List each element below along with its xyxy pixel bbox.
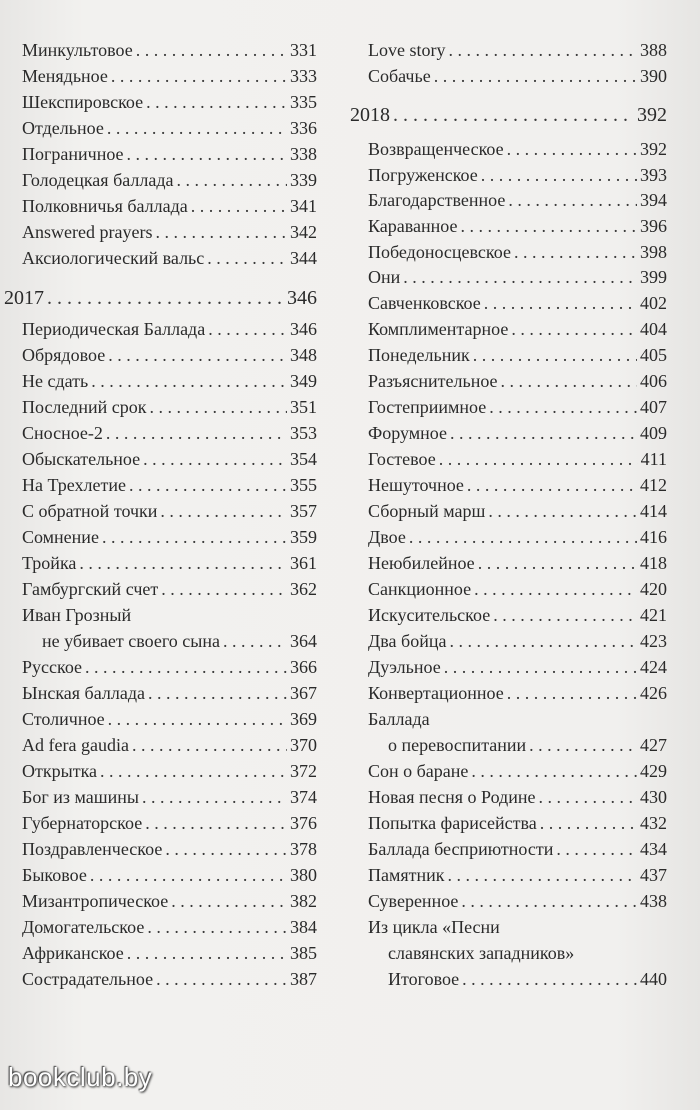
toc-entry bbox=[22, 472, 317, 498]
leader-dots bbox=[111, 63, 287, 89]
toc-entry bbox=[22, 732, 317, 758]
entry-page: 351 bbox=[290, 397, 317, 417]
toc-entry bbox=[368, 264, 667, 290]
leader-dots bbox=[493, 602, 637, 628]
toc-entry bbox=[22, 167, 317, 193]
leader-dots bbox=[191, 193, 287, 219]
toc-entry bbox=[368, 187, 667, 213]
entry-page: 333 bbox=[290, 66, 317, 86]
entry-page: 424 bbox=[640, 657, 667, 677]
entry-page: 348 bbox=[290, 345, 317, 365]
entry-title: Минкультовое bbox=[22, 40, 133, 60]
leader-dots bbox=[223, 628, 287, 654]
toc-entry bbox=[368, 680, 667, 706]
leader-dots bbox=[47, 285, 284, 311]
toc-entry bbox=[368, 524, 667, 550]
leader-dots bbox=[508, 187, 637, 213]
toc-entry bbox=[368, 758, 667, 784]
entry-page: 438 bbox=[640, 891, 667, 911]
entry-page: 423 bbox=[640, 631, 667, 651]
toc-entry bbox=[22, 524, 317, 550]
toc-entry bbox=[368, 654, 667, 680]
entry-title: Периодическая Баллада bbox=[22, 319, 206, 339]
toc-entry bbox=[368, 394, 667, 420]
entry-title: Разъяснительное bbox=[368, 371, 498, 391]
toc-entry bbox=[368, 316, 667, 342]
year-heading-2017 bbox=[4, 285, 317, 311]
leader-dots bbox=[90, 862, 287, 888]
entry-page: 355 bbox=[290, 475, 317, 495]
leader-dots bbox=[488, 498, 637, 524]
toc-entry bbox=[368, 136, 667, 162]
leader-dots bbox=[136, 37, 287, 63]
entry-page: 409 bbox=[640, 423, 667, 443]
entry-title: Победоносцевское bbox=[368, 242, 511, 262]
leader-dots bbox=[409, 524, 637, 550]
toc-entry bbox=[22, 940, 317, 966]
entry-page: 344 bbox=[290, 248, 317, 268]
toc-entry bbox=[368, 602, 667, 628]
entry-page: 364 bbox=[290, 631, 317, 651]
entry-page: 440 bbox=[640, 969, 667, 989]
toc-entry bbox=[22, 316, 317, 342]
toc-entry bbox=[368, 213, 667, 239]
year-title: 2017 bbox=[4, 287, 44, 309]
entry-title: Африканское bbox=[22, 943, 124, 963]
leader-dots bbox=[473, 342, 637, 368]
leader-dots bbox=[403, 264, 637, 290]
entry-title: Быковое bbox=[22, 865, 87, 885]
entry-page: 385 bbox=[290, 943, 317, 963]
leader-dots bbox=[462, 966, 637, 992]
leader-dots bbox=[91, 368, 287, 394]
entry-page: 372 bbox=[290, 761, 317, 781]
entry-page: 336 bbox=[290, 118, 317, 138]
entry-title: Понедельник bbox=[368, 345, 470, 365]
entry-title: Мизантропическое bbox=[22, 891, 169, 911]
entry-page: 387 bbox=[290, 969, 317, 989]
entry-title-line1: Баллада bbox=[368, 709, 430, 729]
entry-page: 378 bbox=[290, 839, 317, 859]
entry-page: 362 bbox=[290, 579, 317, 599]
entry-page: 416 bbox=[640, 527, 667, 547]
entry-page: 376 bbox=[290, 813, 317, 833]
leader-dots bbox=[449, 628, 637, 654]
toc-entry bbox=[22, 550, 317, 576]
entry-page: 426 bbox=[640, 683, 667, 703]
entry-title: Новая песня о Родине bbox=[368, 787, 536, 807]
leader-dots bbox=[127, 940, 287, 966]
entry-title: Караванное bbox=[368, 216, 458, 236]
entry-page: 394 bbox=[640, 190, 667, 210]
entry-title: Искусительское bbox=[368, 605, 491, 625]
toc-entry bbox=[22, 420, 317, 446]
entry-title: Благодарственное bbox=[368, 190, 506, 210]
entry-title: Погруженское bbox=[368, 165, 478, 185]
entry-page: 331 bbox=[290, 40, 317, 60]
entry-title: Гостевое bbox=[368, 449, 436, 469]
entry-page: 437 bbox=[640, 865, 667, 885]
toc-entry bbox=[22, 758, 317, 784]
entry-page: 384 bbox=[290, 917, 317, 937]
leader-dots bbox=[478, 550, 637, 576]
leader-dots bbox=[102, 524, 287, 550]
entry-title: Голодецкая баллада bbox=[22, 170, 174, 190]
toc-entry bbox=[22, 89, 317, 115]
leader-dots bbox=[529, 732, 637, 758]
leader-dots bbox=[107, 115, 287, 141]
leader-dots bbox=[461, 888, 637, 914]
leader-dots bbox=[511, 316, 637, 342]
toc-entry bbox=[368, 810, 667, 836]
leader-dots bbox=[481, 162, 637, 188]
leader-dots bbox=[146, 89, 287, 115]
toc-entry bbox=[368, 37, 667, 63]
entry-page: 399 bbox=[640, 267, 667, 287]
entry-page: 412 bbox=[640, 475, 667, 495]
leader-dots bbox=[450, 420, 637, 446]
toc-entry bbox=[368, 576, 667, 602]
toc-entry bbox=[368, 888, 667, 914]
entry-title: Шекспировское bbox=[22, 92, 144, 112]
leader-dots bbox=[129, 472, 287, 498]
entry-page: 392 bbox=[640, 139, 667, 159]
entry-page: 411 bbox=[640, 449, 667, 469]
year-title: 2018 bbox=[350, 104, 390, 126]
entry-title: Возвращенческое bbox=[368, 139, 504, 159]
entry-title: Обыскательное bbox=[22, 449, 141, 469]
leader-dots bbox=[85, 654, 287, 680]
entry-page: 406 bbox=[640, 371, 667, 391]
entry-page: 429 bbox=[640, 761, 667, 781]
toc-entry bbox=[22, 654, 317, 680]
toc-entry bbox=[368, 162, 667, 188]
entry-title: Love story bbox=[368, 40, 446, 60]
entry-title: Сомнение bbox=[22, 527, 99, 547]
leader-dots bbox=[79, 550, 287, 576]
toc-entry bbox=[388, 966, 667, 992]
entry-page: 398 bbox=[640, 242, 667, 262]
entry-title: Итоговое bbox=[388, 969, 460, 989]
entry-title: Сборный марш bbox=[368, 501, 486, 521]
toc-entry bbox=[42, 628, 317, 654]
leader-dots bbox=[149, 394, 287, 420]
entry-page: 366 bbox=[290, 657, 317, 677]
toc-entry bbox=[22, 836, 317, 862]
entry-title: Поздравленческое bbox=[22, 839, 163, 859]
entry-title: На Трехлетие bbox=[22, 475, 127, 495]
entry-title: Санкционное bbox=[368, 579, 472, 599]
toc-entry bbox=[22, 810, 317, 836]
leader-dots bbox=[448, 862, 637, 888]
leader-dots bbox=[507, 680, 637, 706]
entry-title: Двое bbox=[368, 527, 406, 547]
entry-page: 374 bbox=[290, 787, 317, 807]
leader-dots bbox=[489, 394, 637, 420]
entry-page: 349 bbox=[290, 371, 317, 391]
leader-dots bbox=[393, 102, 634, 128]
toc-entry bbox=[22, 141, 317, 167]
toc-entry bbox=[368, 368, 667, 394]
toc-entry bbox=[368, 342, 667, 368]
toc-entry bbox=[368, 628, 667, 654]
toc-entry bbox=[22, 446, 317, 472]
toc-entry bbox=[368, 420, 667, 446]
entry-title: Савченковское bbox=[368, 293, 481, 313]
entry-page: 420 bbox=[640, 579, 667, 599]
entry-title: Полковничья баллада bbox=[22, 196, 188, 216]
toc-entry bbox=[22, 784, 317, 810]
leader-dots bbox=[556, 836, 637, 862]
leader-dots bbox=[108, 706, 287, 732]
entry-title: Сносное-2 bbox=[22, 423, 103, 443]
entry-title: Не сдать bbox=[22, 371, 89, 391]
entry-title: Попытка фарисейства bbox=[368, 813, 537, 833]
leader-dots bbox=[145, 810, 287, 836]
year-heading-2018 bbox=[350, 102, 667, 128]
leader-dots bbox=[176, 167, 287, 193]
entry-title: Форумное bbox=[368, 423, 447, 443]
toc-entry bbox=[368, 290, 667, 316]
leader-dots bbox=[444, 654, 637, 680]
entry-page: 390 bbox=[640, 66, 667, 86]
toc-entry bbox=[22, 576, 317, 602]
leader-dots bbox=[155, 219, 287, 245]
entry-page: 432 bbox=[640, 813, 667, 833]
entry-page: 341 bbox=[290, 196, 317, 216]
cycle-title-line1: Из цикла «Песни bbox=[368, 917, 500, 937]
leader-dots bbox=[207, 245, 287, 271]
entry-page: 346 bbox=[290, 319, 317, 339]
toc-entry bbox=[22, 862, 317, 888]
toc-entry bbox=[22, 680, 317, 706]
entry-title: С обратной точки bbox=[22, 501, 158, 521]
toc-entry bbox=[22, 245, 317, 271]
entry-page: 421 bbox=[640, 605, 667, 625]
entry-page: 434 bbox=[640, 839, 667, 859]
year-page: 346 bbox=[287, 287, 317, 309]
entry-title: Отдельное bbox=[22, 118, 104, 138]
entry-title: Answered prayers bbox=[22, 222, 153, 242]
leader-dots bbox=[208, 316, 287, 342]
entry-title: Открытка bbox=[22, 761, 98, 781]
entry-title: Сон о баране bbox=[368, 761, 469, 781]
leader-dots bbox=[127, 141, 287, 167]
toc-entry bbox=[368, 498, 667, 524]
toc-entry bbox=[22, 63, 317, 89]
entry-page: 380 bbox=[290, 865, 317, 885]
leader-dots bbox=[143, 446, 287, 472]
entry-title: Конвертационное bbox=[368, 683, 504, 703]
entry-title: Русское bbox=[22, 657, 83, 677]
leader-dots bbox=[538, 784, 637, 810]
toc-entry bbox=[22, 193, 317, 219]
entry-page: 382 bbox=[290, 891, 317, 911]
leader-dots bbox=[132, 732, 287, 758]
leader-dots bbox=[142, 784, 287, 810]
toc-entry bbox=[22, 219, 317, 245]
toc-entry bbox=[22, 368, 317, 394]
leader-dots bbox=[165, 836, 287, 862]
entry-page: 404 bbox=[640, 319, 667, 339]
entry-title: Аксиологический вальс bbox=[22, 248, 205, 268]
toc-entry bbox=[22, 342, 317, 368]
entry-page: 359 bbox=[290, 527, 317, 547]
toc-entry bbox=[22, 115, 317, 141]
entry-page: 396 bbox=[640, 216, 667, 236]
toc-entry bbox=[22, 498, 317, 524]
entry-page: 430 bbox=[640, 787, 667, 807]
leader-dots bbox=[514, 239, 637, 265]
entry-title: Нешуточное bbox=[368, 475, 464, 495]
toc-entry bbox=[368, 836, 667, 862]
year-page: 392 bbox=[637, 104, 667, 126]
entry-page: 354 bbox=[290, 449, 317, 469]
toc-entry bbox=[22, 394, 317, 420]
leader-dots bbox=[156, 966, 287, 992]
toc-entry bbox=[368, 784, 667, 810]
entry-title: Ad fera gaudia bbox=[22, 735, 129, 755]
site-watermark: bookclub.by bbox=[8, 1062, 153, 1092]
toc-entry bbox=[22, 966, 317, 992]
toc-entry bbox=[22, 914, 317, 940]
leader-dots bbox=[171, 888, 287, 914]
leader-dots bbox=[106, 420, 287, 446]
leader-dots bbox=[147, 914, 287, 940]
entry-page: 427 bbox=[640, 735, 667, 755]
leader-dots bbox=[434, 63, 637, 89]
entry-page: 370 bbox=[290, 735, 317, 755]
entry-page: 405 bbox=[640, 345, 667, 365]
entry-title-line1: Иван Грозный bbox=[22, 605, 132, 625]
entry-page: 367 bbox=[290, 683, 317, 703]
leader-dots bbox=[108, 342, 287, 368]
entry-title: Столичное bbox=[22, 709, 105, 729]
entry-page: 338 bbox=[290, 144, 317, 164]
leader-dots bbox=[501, 368, 637, 394]
entry-page: 357 bbox=[290, 501, 317, 521]
entry-title: Сострадательное bbox=[22, 969, 154, 989]
entry-page: 342 bbox=[290, 222, 317, 242]
entry-page: 353 bbox=[290, 423, 317, 443]
entry-title: Последний срок bbox=[22, 397, 147, 417]
entry-page: 393 bbox=[640, 165, 667, 185]
toc-entry bbox=[368, 472, 667, 498]
leader-dots bbox=[467, 472, 637, 498]
entry-title: Губернаторское bbox=[22, 813, 143, 833]
leader-dots bbox=[148, 680, 287, 706]
entry-title: Памятник bbox=[368, 865, 445, 885]
entry-title: Дуэльное bbox=[368, 657, 441, 677]
entry-title: Домогательское bbox=[22, 917, 145, 937]
entry-page: 407 bbox=[640, 397, 667, 417]
leader-dots bbox=[160, 498, 287, 524]
entry-title: Бог из машины bbox=[22, 787, 139, 807]
leader-dots bbox=[484, 290, 637, 316]
entry-title: Суверенное bbox=[368, 891, 459, 911]
leader-dots bbox=[460, 213, 637, 239]
cycle-title-line2: славянских западников» bbox=[388, 943, 575, 963]
leader-dots bbox=[100, 758, 287, 784]
entry-page: 418 bbox=[640, 553, 667, 573]
entry-page: 339 bbox=[290, 170, 317, 190]
toc-entry bbox=[368, 63, 667, 89]
leader-dots bbox=[507, 136, 637, 162]
entry-title: Баллада бесприютности bbox=[368, 839, 554, 859]
toc-entry bbox=[22, 706, 317, 732]
leader-dots bbox=[439, 446, 638, 472]
entry-title: Гамбургский счет bbox=[22, 579, 159, 599]
toc-entry bbox=[22, 888, 317, 914]
toc-entry bbox=[368, 862, 667, 888]
entry-title: о перевоспитании bbox=[388, 735, 527, 755]
toc-entry bbox=[388, 732, 667, 758]
entry-page: 414 bbox=[640, 501, 667, 521]
entry-title: Неюбилейное bbox=[368, 553, 475, 573]
entry-page: 361 bbox=[290, 553, 317, 573]
entry-title: Менядьное bbox=[22, 66, 108, 86]
entry-page: 388 bbox=[640, 40, 667, 60]
entry-title: Они bbox=[368, 267, 401, 287]
leader-dots bbox=[161, 576, 287, 602]
leader-dots bbox=[471, 758, 637, 784]
leader-dots bbox=[474, 576, 637, 602]
entry-title: не убивает своего сына bbox=[42, 631, 220, 651]
toc-entry bbox=[22, 37, 317, 63]
toc-entry bbox=[368, 446, 667, 472]
entry-title: Ынская баллада bbox=[22, 683, 145, 703]
entry-page: 402 bbox=[640, 293, 667, 313]
entry-title: Обрядовое bbox=[22, 345, 106, 365]
entry-title: Комплиментарное bbox=[368, 319, 509, 339]
entry-title: Два бойца bbox=[368, 631, 447, 651]
entry-title: Собачье bbox=[368, 66, 431, 86]
entry-title: Гостеприимное bbox=[368, 397, 487, 417]
toc-entry bbox=[368, 550, 667, 576]
leader-dots bbox=[540, 810, 637, 836]
entry-page: 335 bbox=[290, 92, 317, 112]
toc-entry bbox=[368, 239, 667, 265]
leader-dots bbox=[448, 37, 637, 63]
entry-page: 369 bbox=[290, 709, 317, 729]
entry-title: Тройка bbox=[22, 553, 77, 573]
entry-title: Пограничное bbox=[22, 144, 124, 164]
